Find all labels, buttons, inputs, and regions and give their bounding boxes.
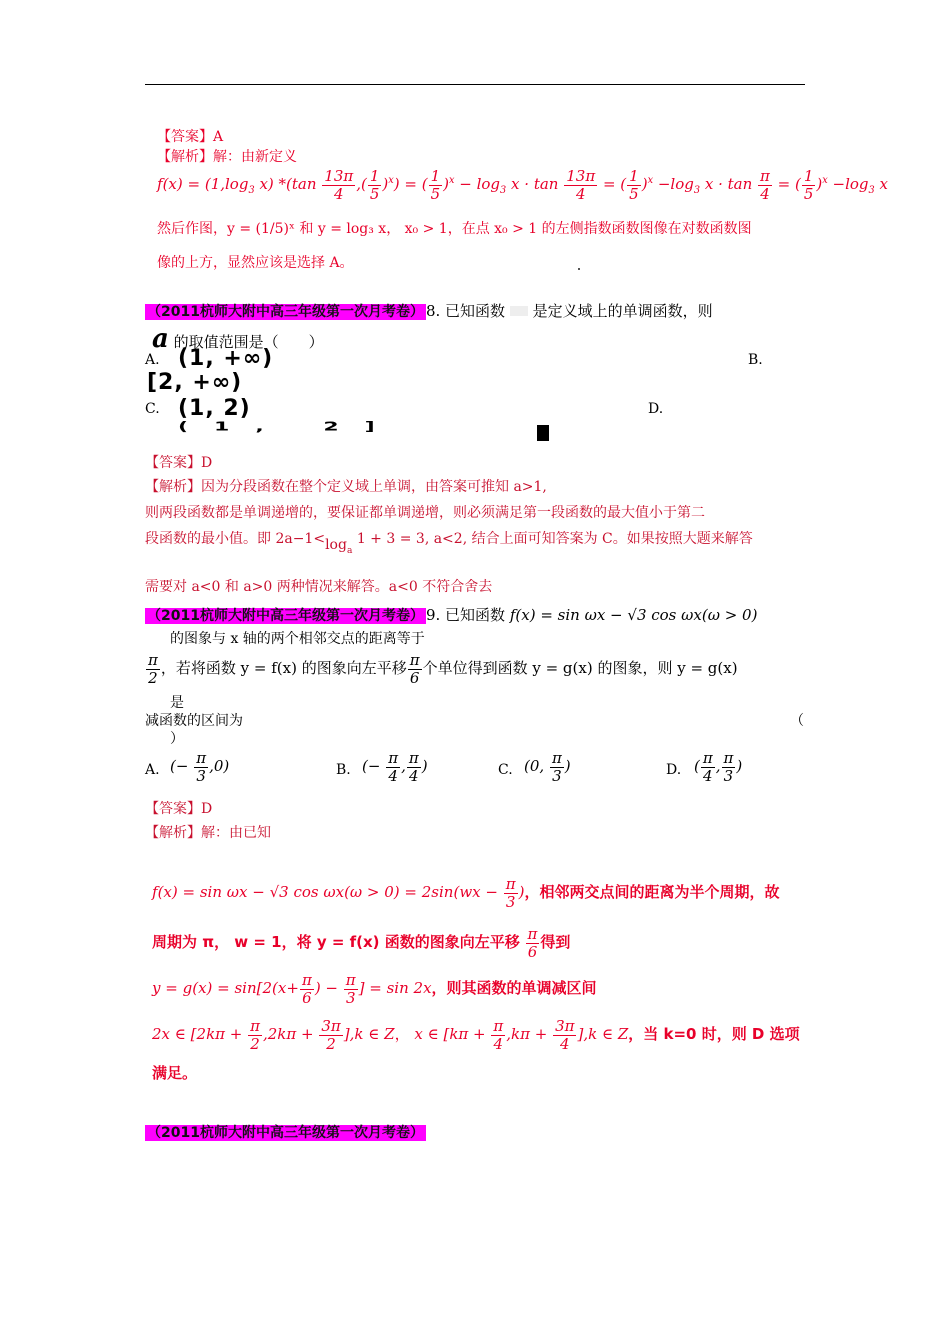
piecewise-function-image [510,306,528,316]
q8-analysis-4: 需要对 a<0 和 a>0 两种情况来解答。a<0 不符合舍去 [145,579,493,595]
q9-stem-3-line: $\frac{\pi}{2}$ ，若将函数 y = f(x) 的图象向左平移 $\frac{\pi}{6}$ 个单位得到函数 y = g(x) 的图象，则 y = g(x) [148,651,738,687]
answer-label: 【答案】 [145,801,201,817]
q8-stem-b: 是定义域上的单调函数，则 [532,302,713,320]
answer-label: 【答案】 [157,129,213,145]
q9-sol-1b: ，相邻两交点间的距离为半个周期，故 [524,883,780,901]
q7-answer-line [157,126,223,146]
q9-option-c-label: C. [498,762,513,778]
q9-sol-4c: ，当 k=0 时，则 D 选项 [628,1025,800,1043]
q9-stem-6: ） [170,731,184,747]
q9-sol-2: 周期为 π， w = 1，将 y = f(x) 函数的图象向左平移 $\frac{\pi}{6}$ 得到 [152,925,571,961]
q8-option-a-label: A. [145,352,160,368]
q9-option-d: ( $\frac{\pi}{4}$ , $\frac{\pi}{3}$ ) [694,749,743,785]
q8-option-c-label: C. [145,401,160,417]
q9-stem-3b: 个单位得到函数 y = g(x) 的图象，则 y = g(x) [422,659,738,677]
q7-line2-a: 然后作图， [157,221,227,237]
q9-option-c: (0, $\frac{\pi}{3}$ ) [524,749,571,785]
q8-source-tag: （2011杭师大附中高三年级第一次月考卷） [147,304,424,320]
q8-option-b: [2, +∞) [147,370,243,395]
q9-answer-line [145,798,212,818]
q9-stem-3a: ，若将函数 y = f(x) 的图象向左平移 [160,659,407,677]
q8-option-a: (1, +∞) [178,346,274,371]
q7-formula-visual: $f(x) = (1,\log_3$ x) *(tan $\frac{13\pi}{4}$ ,( $\frac{1}{5}$ )$^x$) = ( $\frac{1}{5}$ )$^x - \log_3 x \cdot \tan$ $\frac{13\pi}{4}$ = ( $\frac{1}{5}$ )$^x -\log_3$ x · tan $\frac{\pi}{4}$ = ( $\frac{1}{5}$ )$^x -\log_3$ x [157,167,889,203]
q8-analysis-3c: 1 + 3 = 3 [356,531,425,547]
q9-option-a-label: A. [145,762,160,778]
q8-stem-line [145,300,713,321]
q9-stem-2: 的图象与 x 轴的两个相邻交点的距离等于 [170,631,425,647]
q7-analysis-line [157,146,297,166]
q9-sol-4: 2x ∈ [2kπ + $\frac{\pi}{2}$ ,2kπ + $\frac{3\pi}{2}$ ],k ∈ Z， x ∈ [kπ + $\frac{\pi}{4}$ ,kπ + $\frac{3\pi}{4}$ ],k ∈ Z，当 k=0 时，则 D 选项 [152,1017,800,1053]
q9-stem-5b: （ [790,713,804,729]
q8-option-d: (1, 2] [178,420,401,434]
q9-function: f(x) = sin ωx − √3 cos ωx(ω > 0) [509,606,758,624]
q9-stem-line [145,604,757,625]
q7-analysis-intro: 解：由新定义 [213,149,297,165]
q8-option-d-label: D. [648,401,664,417]
q8-answer-line [145,452,212,472]
q8-analysis-2: 则两段函数都是单调递增的，要保证都单调递增，则必须满足第一段函数的最大值小于第二 [145,505,705,521]
analysis-label: 【解析】 [157,149,213,165]
q10-source-tag: （2011杭师大附中高三年级第一次月考卷） [147,1125,424,1141]
q9-sol-1: f(x) = sin ωx − √3 cos ωx(ω > 0) = 2sin(wx − $\frac{\pi}{3}$ )，相邻两交点间的距离为半个周期，故 [152,875,780,911]
q9-sol-3: y = g(x) = sin[2(x+ $\frac{\pi}{6}$ ) − $\frac{\pi}{3}$ ] = sin 2x，则其函数的单调减区间 [152,971,597,1007]
q8-analysis-3: 段函数的最小值。即 $2a-1<\log_a$ 1 + 3 = 3, a<2, 结合上面可知答案为 C。如果按照大题来解答 [145,531,753,556]
q8-analysis-3d: , a<2, 结合上面可知答案为 C。如果按照大题来解答 [424,531,753,547]
q7-line2-b: y = (1/5)ˣ 和 y = log₃ x， x₀ > 1，在点 x₀ > 1 的左侧指数函数图像在对数函数图 [227,221,752,237]
q8-stem2: 的取值范围是（ ） [173,333,324,351]
q8-option-b-label: B. [748,352,763,368]
q7-answer: A [213,129,224,145]
q9-option-b: (− $\frac{\pi}{4}$ , $\frac{\pi}{4}$ ) [362,749,428,785]
q9-stem-num: 9. 已知函数 [425,606,506,624]
header-rule [145,84,805,85]
q8-var-a: a [152,324,169,354]
answer-label: 【答案】 [145,455,201,471]
q9-stem-4: 是 [170,695,184,711]
q8-stem: 8. 已知函数 [425,302,506,320]
q8-analysis-3a: 段函数的最小值。即 2a−1< [145,531,326,547]
q9-analysis-line [145,822,271,842]
q7-line3: 像的上方，显然应该是选择 A。 [157,255,354,271]
q9-analysis-intro: 解：由已知 [201,825,271,841]
q8-analysis-1 [145,476,547,496]
q8-option-c: (1, 2) [178,396,251,421]
analysis-label: 【解析】 [145,825,201,841]
q7-line2 [157,218,752,238]
q9-option-a: (− $\frac{\pi}{3}$ ,0) [170,749,230,785]
bracket-mark [537,425,549,441]
q9-sol-5: 满足。 [152,1064,198,1082]
q9-sol-3b: ，则其函数的单调减区间 [431,979,597,997]
q9-sol-2a: 周期为 π， w = 1，将 y = f(x) 函数的图象向左平移 [152,933,520,951]
q8-analysis-1-text: 因为分段函数在整个定义域上单调，由答案可推知 a>1, [201,479,547,495]
q9-option-b-label: B. [336,762,351,778]
q8-answer: D [201,455,213,471]
q10-source-line [145,1122,426,1142]
q8-log: log [325,537,347,553]
q9-stem-5: 减函数的区间为 [145,713,243,729]
analysis-label: 【解析】 [145,479,201,495]
q9-sol-2b: 得到 [540,933,571,951]
q9-answer: D [201,801,213,817]
q9-source-tag: （2011杭师大附中高三年级第一次月考卷） [147,608,424,624]
q9-option-d-label: D. [666,762,682,778]
dot-mark [578,268,580,270]
